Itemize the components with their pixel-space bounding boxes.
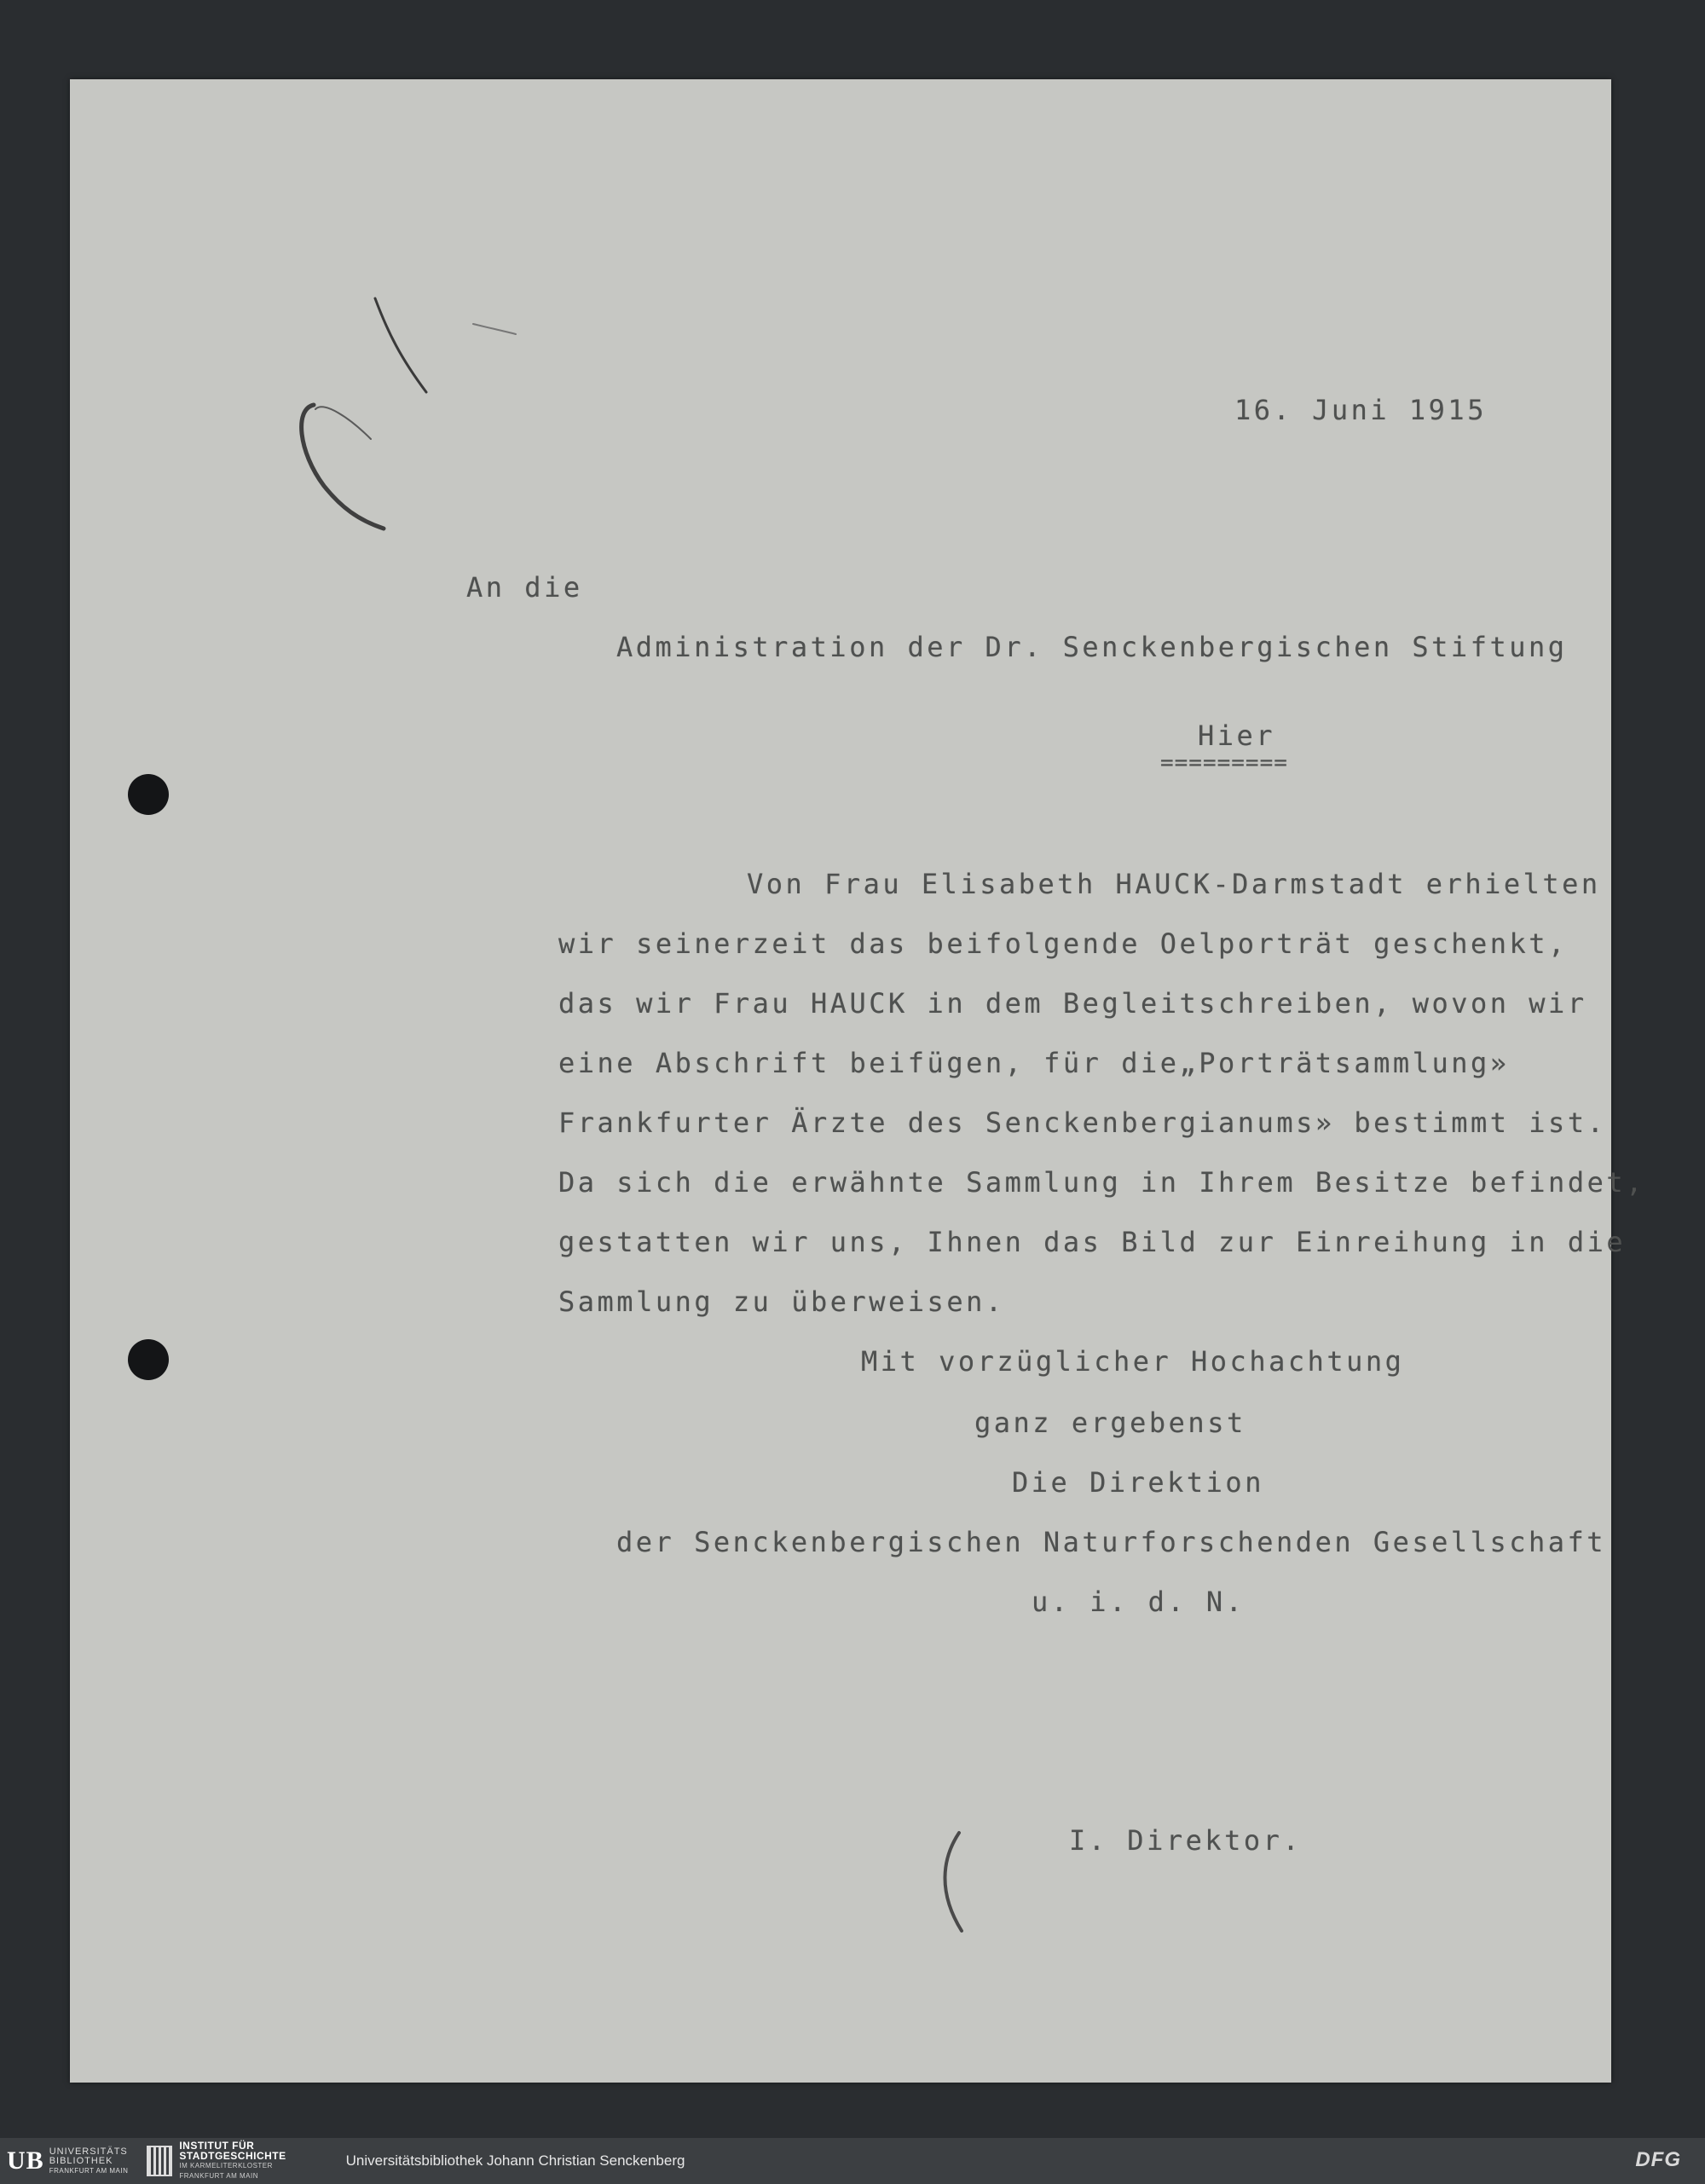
closing-line-5: u. i. d. N. xyxy=(1032,1586,1246,1618)
body-line-5: Frankfurter Ärzte des Senckenbergianums» bestimmt ist. xyxy=(558,1106,1607,1139)
ub-line-2: BIBLIOTHEK xyxy=(49,2155,113,2166)
closing-line-4: der Senckenbergischen Naturforschenden Gesellschaft xyxy=(616,1526,1607,1558)
footer-caption: Universitätsbibliothek Johann Christian Senckenberg xyxy=(345,2152,685,2169)
recipient-line-2: Administration der Dr. Senckenbergischen Stiftung xyxy=(616,631,1568,663)
isg-logo-text xyxy=(179,2141,286,2181)
isg-line-4: FRANKFURT AM MAIN xyxy=(179,2172,258,2180)
punch-hole-bottom xyxy=(128,1339,169,1380)
isg-emblem-icon xyxy=(147,2146,172,2176)
signature-title: I. Direktor. xyxy=(1069,1824,1303,1857)
pencil-annotation xyxy=(290,281,546,554)
body-line-8: Sammlung zu überweisen. xyxy=(558,1286,1005,1318)
viewer-footer xyxy=(0,2138,1705,2184)
closing-line-2: ganz ergebenst xyxy=(974,1407,1246,1439)
recipient-line-1: An die xyxy=(466,571,583,604)
isg-logo[interactable] xyxy=(147,2140,286,2180)
pencil-mark-bottom xyxy=(929,1824,980,1944)
body-line-4: eine Abschrift beifügen, für die„Porträtsammlung» xyxy=(558,1047,1510,1079)
isg-line-1: INSTITUT FÜR xyxy=(179,2140,255,2152)
ub-logo-text xyxy=(49,2147,129,2175)
recipient-location: Hier xyxy=(1198,719,1276,752)
punch-hole-top xyxy=(128,774,169,815)
body-line-1: Von Frau Elisabeth HAUCK-Darmstadt erhielten xyxy=(747,868,1601,900)
body-line-3: das wir Frau HAUCK in dem Begleitschreiben, wovon wir xyxy=(558,987,1587,1020)
body-line-2: wir seinerzeit das beifolgende Oelporträt geschenkt, xyxy=(558,927,1568,960)
dfg-logo[interactable]: DFG xyxy=(1635,2148,1681,2171)
ub-line-1: UNIVERSITÄTS xyxy=(49,2146,128,2157)
isg-line-2: STADTGESCHICHTE xyxy=(179,2150,286,2162)
closing-line-3: Die Direktion xyxy=(1012,1466,1264,1499)
letter-date: 16. Juni 1915 xyxy=(1234,394,1487,426)
ub-logo[interactable] xyxy=(7,2144,128,2178)
ub-mark: UB xyxy=(7,2146,44,2175)
ub-line-3: FRANKFURT AM MAIN xyxy=(49,2166,129,2175)
body-line-7: gestatten wir uns, Ihnen das Bild zur Einreihung in die xyxy=(558,1226,1627,1258)
closing-line-1: Mit vorzüglicher Hochachtung xyxy=(861,1345,1405,1378)
body-line-6: Da sich die erwähnte Sammlung in Ihrem Besitze befindet, xyxy=(558,1166,1645,1199)
isg-line-3: IM KARMELITERKLOSTER xyxy=(179,2162,273,2170)
location-underline: ========= xyxy=(1160,750,1288,776)
